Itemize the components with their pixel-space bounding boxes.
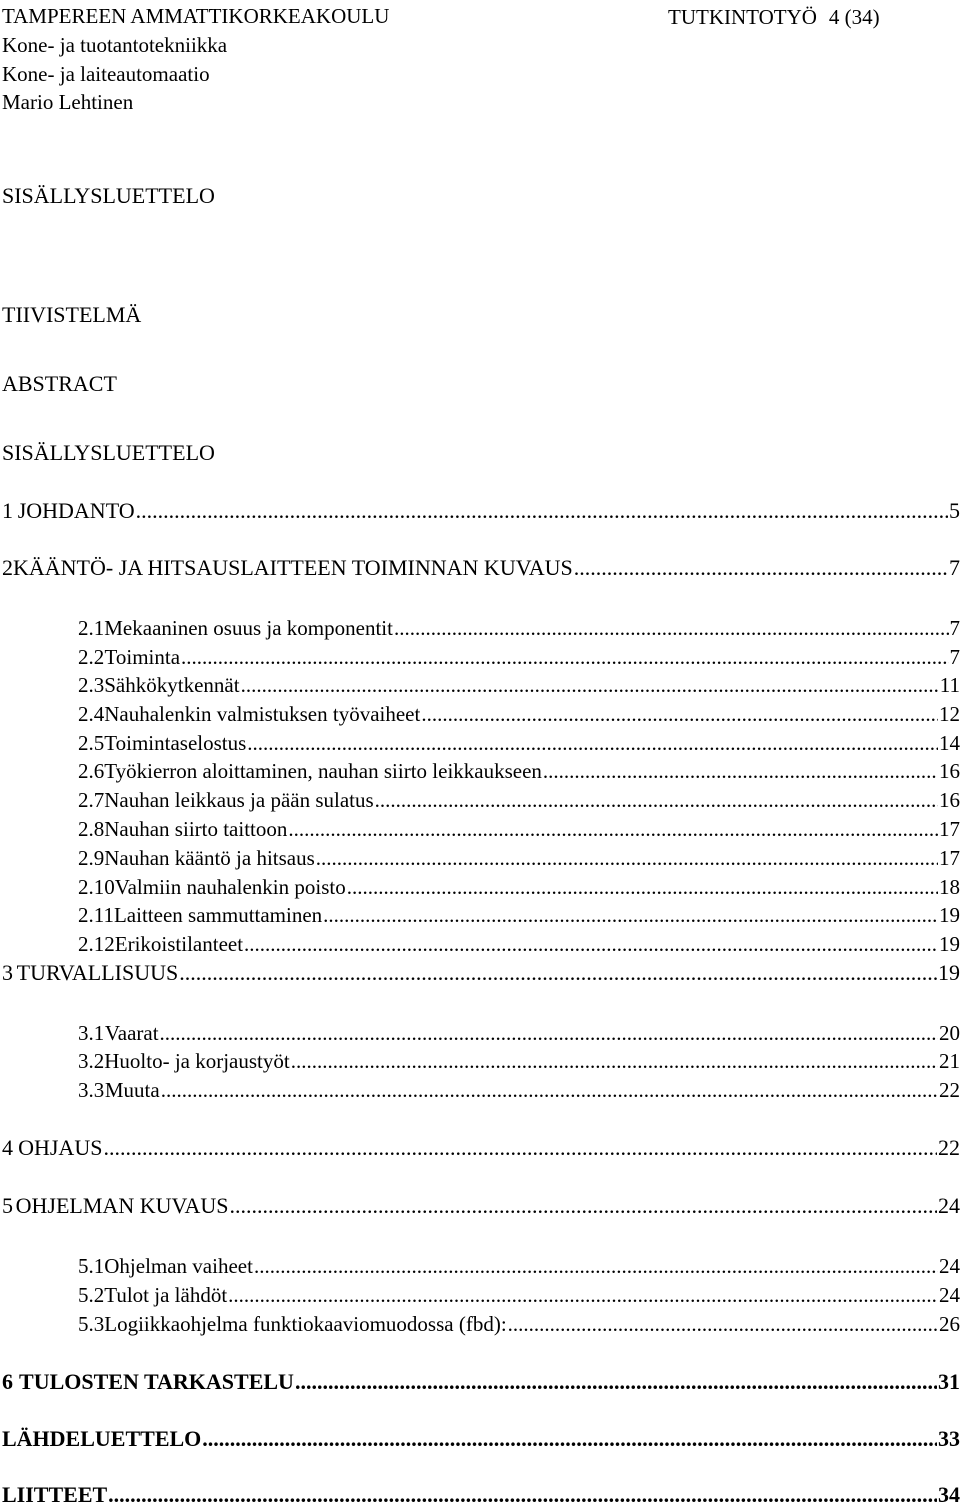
toc-entry-page: 22 <box>939 1077 960 1103</box>
toc-entry-page: 19 <box>938 960 960 986</box>
toc-entry-label: JOHDANTO <box>18 498 135 524</box>
toc-entry-number: 2.3 <box>78 672 104 698</box>
toc-entry-number: 5 <box>2 1193 16 1219</box>
toc-entry <box>78 758 960 784</box>
toc-leader-dots <box>161 1077 938 1103</box>
toc-entry-number: 2.1 <box>78 615 104 641</box>
toc-entry-page: 7 <box>950 615 960 641</box>
toc-leader-dots <box>230 1193 937 1219</box>
toc-entry-number: 3.1 <box>78 1020 105 1046</box>
toc-entry <box>78 931 960 957</box>
toc-entry-label: Huolto- ja korjaustyöt <box>104 1048 289 1074</box>
toc-entry-number: 2.4 <box>78 701 104 727</box>
toc-entry-label: Nauhan kääntö ja hitsaus <box>104 845 315 871</box>
toc-entry-label: Toiminta <box>105 644 181 670</box>
toc-entry <box>78 672 960 698</box>
toc-leader-dots <box>288 816 938 842</box>
toc-leader-dots <box>508 1311 938 1337</box>
toc-entry-number: 2.5 <box>78 730 104 756</box>
toc-leader-dots <box>247 730 938 756</box>
toc-leader-dots <box>543 758 938 784</box>
toc-entry-page: 26 <box>939 1311 960 1337</box>
toc-entry-page: 34 <box>938 1482 960 1508</box>
toc-entry-page: 18 <box>939 874 960 900</box>
header-department: Kone- ja tuotantotekniikka <box>2 33 227 57</box>
toc-entry <box>78 874 960 900</box>
toc-entry-number: 5.2 <box>78 1282 104 1308</box>
toc-entry-label: OHJELMAN KUVAUS <box>16 1193 229 1219</box>
toc-entry-label: Nauhan siirto taittoon <box>104 816 287 842</box>
toc-entry-number: 2.7 <box>78 787 104 813</box>
toc-entry-label: Nauhan leikkaus ja pään sulatus <box>104 787 373 813</box>
toc-entry-page: 12 <box>939 701 960 727</box>
toc-entry-page: 17 <box>939 816 960 842</box>
toc-entry-number: 2.9 <box>78 845 104 871</box>
toc-entry-page: 17 <box>939 845 960 871</box>
toc-leader-dots <box>136 498 948 524</box>
toc-entry-page: 16 <box>939 758 960 784</box>
toc-entry-number: 6 <box>2 1369 19 1395</box>
toc-leader-dots <box>254 1253 938 1279</box>
header-page-number: 4 (34) <box>829 5 880 29</box>
toc-entry-number: 2.11 <box>78 902 114 928</box>
toc-entry-number: 1 <box>2 498 18 524</box>
toc-entry-label: Tulot ja lähdöt <box>104 1282 227 1308</box>
toc-leader-dots <box>179 960 937 986</box>
toc-entry-label: Vaarat <box>105 1020 159 1046</box>
toc-entry-page: 7 <box>949 555 960 581</box>
front-matter-item: TIIVISTELMÄ <box>2 302 141 328</box>
toc-entry-page: 7 <box>950 644 960 670</box>
toc-entry-label: Mekaaninen osuus ja komponentit <box>104 615 393 641</box>
toc-leader-dots <box>202 1426 937 1452</box>
toc-entry-label: Laitteen sammuttaminen <box>114 902 322 928</box>
toc-entry-label: LÄHDELUETTELO <box>2 1426 201 1452</box>
toc-entry-page: 24 <box>938 1193 960 1219</box>
toc-entry-page: 20 <box>939 1020 960 1046</box>
toc-entry <box>2 555 960 581</box>
toc-entry-page: 14 <box>939 730 960 756</box>
toc-entry-number: 3.3 <box>78 1077 105 1103</box>
toc-entry-page: 19 <box>939 931 960 957</box>
toc-entry <box>2 1193 960 1219</box>
toc-entry-label: Ohjelman vaiheet <box>104 1253 253 1279</box>
toc-entry-number: 2 <box>2 555 13 581</box>
toc-entry-page: 11 <box>940 672 960 698</box>
toc-entry <box>2 960 960 986</box>
toc-entry <box>78 1282 960 1308</box>
front-matter-item: SISÄLLYSLUETTELO <box>2 440 215 466</box>
toc-leader-dots <box>108 1482 937 1508</box>
toc-entry-page: 5 <box>949 498 960 524</box>
toc-entry <box>78 1311 960 1337</box>
toc-entry-label: Nauhalenkin valmistuksen työvaiheet <box>104 701 420 727</box>
toc-entry-page: 33 <box>938 1426 960 1452</box>
toc-entry-label: LIITTEET <box>2 1482 107 1508</box>
toc-leader-dots <box>181 644 948 670</box>
toc-entry-page: 22 <box>938 1135 960 1161</box>
header-school: TAMPEREEN AMMATTIKORKEAKOULU <box>2 4 389 28</box>
toc-entry <box>78 701 960 727</box>
toc-entry <box>2 498 960 524</box>
toc-entry-page: 16 <box>939 787 960 813</box>
toc-entry-number: 2.6 <box>78 758 104 784</box>
toc-entry <box>78 730 960 756</box>
toc-entry <box>78 845 960 871</box>
toc-entry-label: Erikoistilanteet <box>115 931 243 957</box>
toc-entry-page: 19 <box>939 902 960 928</box>
toc-entry-number: 5.1 <box>78 1253 104 1279</box>
toc-leader-dots <box>574 555 948 581</box>
toc-entry <box>2 1135 960 1161</box>
toc-leader-dots <box>244 931 938 957</box>
toc-entry-page: 31 <box>938 1369 960 1395</box>
toc-entry <box>78 1253 960 1279</box>
page-title: SISÄLLYSLUETTELO <box>2 183 215 209</box>
toc-leader-dots <box>323 902 938 928</box>
toc-entry-number: 2.10 <box>78 874 115 900</box>
toc-entry-number: 3 <box>2 960 17 986</box>
toc-entry <box>78 1020 960 1046</box>
toc-entry <box>78 787 960 813</box>
toc-entry-number: 2.8 <box>78 816 104 842</box>
toc-leader-dots <box>375 787 938 813</box>
toc-leader-dots <box>347 874 938 900</box>
toc-entry-label: OHJAUS <box>18 1135 102 1161</box>
toc-entry-label: Työkierron aloittaminen, nauhan siirto leikkaukseen <box>104 758 542 784</box>
toc-leader-dots <box>291 1048 938 1074</box>
toc-entry-page: 24 <box>939 1282 960 1308</box>
toc-entry-label: TURVALLISUUS <box>17 960 179 986</box>
toc-entry-page: 24 <box>939 1253 960 1279</box>
toc-entry <box>78 902 960 928</box>
toc-leader-dots <box>316 845 938 871</box>
toc-leader-dots <box>295 1369 937 1395</box>
toc-entry-number: 5.3 <box>78 1311 104 1337</box>
toc-entry-number: 4 <box>2 1135 18 1161</box>
header-doc-info <box>668 5 880 30</box>
header-program: Kone- ja laiteautomaatio <box>2 62 210 86</box>
toc-entry-label: Sähkökytkennät <box>104 672 239 698</box>
toc-entry <box>78 1048 960 1074</box>
toc-leader-dots <box>241 672 939 698</box>
toc-entry-number: 3.2 <box>78 1048 104 1074</box>
toc-leader-dots <box>228 1282 938 1308</box>
toc-entry-label: Valmiin nauhalenkin poisto <box>115 874 346 900</box>
toc-entry <box>78 816 960 842</box>
toc-entry-label: Muuta <box>105 1077 160 1103</box>
toc-entry <box>2 1426 960 1452</box>
toc-entry-label: TULOSTEN TARKASTELU <box>19 1369 294 1395</box>
toc-entry-label: Logiikkaohjelma funktiokaaviomuodossa (fbd): <box>104 1311 506 1337</box>
toc-entry <box>2 1369 960 1395</box>
toc-entry <box>2 1482 960 1508</box>
toc-entry-label: Toimintaselostus <box>104 730 246 756</box>
toc-entry-label: KÄÄNTÖ- JA HITSAUSLAITTEEN TOIMINNAN KUVAUS <box>13 555 573 581</box>
toc-leader-dots <box>394 615 949 641</box>
toc-entry <box>78 615 960 641</box>
toc-entry-page: 21 <box>939 1048 960 1074</box>
toc-leader-dots <box>160 1020 938 1046</box>
toc-entry-number: 2.12 <box>78 931 115 957</box>
toc-entry-number: 2.2 <box>78 644 105 670</box>
header-author: Mario Lehtinen <box>2 90 133 114</box>
toc-leader-dots <box>103 1135 937 1161</box>
toc-entry <box>78 1077 960 1103</box>
toc-leader-dots <box>421 701 938 727</box>
header-doc-type: TUTKINTOTYÖ <box>668 5 817 29</box>
toc-entry <box>78 644 960 670</box>
front-matter-item: ABSTRACT <box>2 371 117 397</box>
